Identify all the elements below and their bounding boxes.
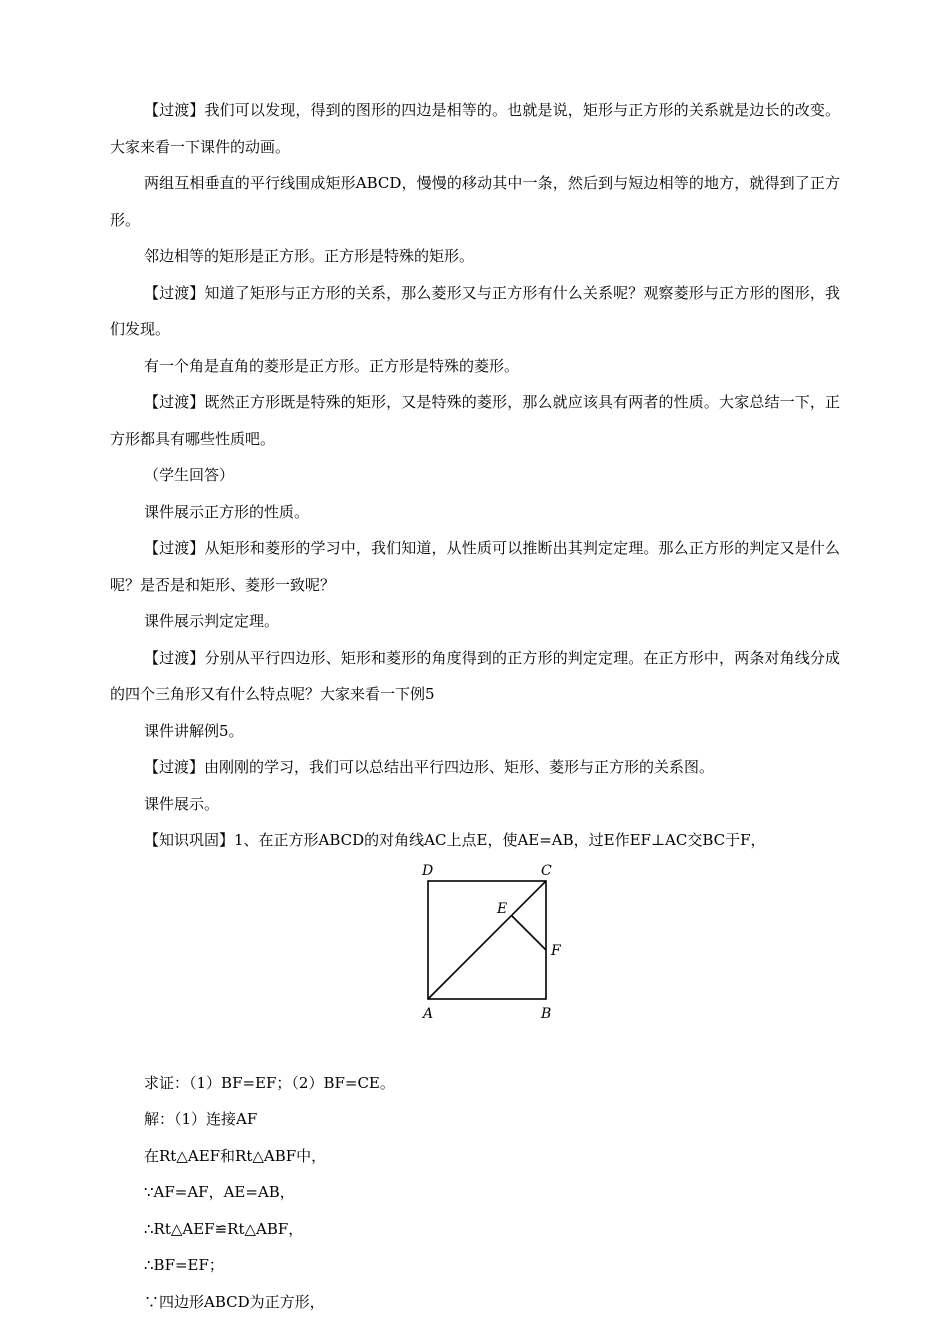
paragraph: 【过渡】我们可以发现，得到的图形的四边是相等的。也就是说，矩形与正方形的关系就是边长的改变。大家来看一下课件的动画。 [110,101,840,156]
geometry-figure [110,863,840,1053]
paragraph: 邻边相等的矩形是正方形。正方形是特殊的矩形。 [144,247,475,265]
proof-line: 在Rt△AEF和Rt△ABF中， [144,1146,327,1165]
label-f: F [551,942,561,959]
paragraph: 课件展示正方形的性质。 [144,502,310,521]
proof-line: ∵AF=AF，AE=AB， [144,1183,295,1201]
proof-line: ∴BF=EF； [144,1256,224,1274]
label-c: C [541,862,552,879]
label-a: A [423,1005,434,1019]
paragraph: 【过渡】从矩形和菱形的学习中，我们知道，从性质可以推断出其判定定理。那么正方形的判定又是什么呢？是否是和矩形、菱形一致呢？ [110,539,840,594]
paragraph: 有一个角是直角的菱形是正方形。正方形是特殊的菱形。 [144,356,520,375]
paragraph: 【过渡】既然正方形既是特殊的矩形，又是特殊的菱形，那么就应该具有两者的性质。大家总结一下，正方形都具有哪些性质吧。 [110,393,840,448]
square-diagram [410,863,570,1019]
document-page [110,92,840,1320]
diagonal-ac [428,881,546,999]
paragraph: 两组互相垂直的平行线围成矩形ABCD，慢慢的移动其中一条，然后到与短边相等的地方，就得到了正方形。 [110,174,840,229]
paragraph: （学生回答） [144,466,235,484]
exercise-paragraph: 【知识巩固】1、在正方形ABCD的对角线AC上点E，使AE=AB，过E作EF⊥AC交BC于F， [144,831,766,849]
label-e: E [497,900,508,917]
paragraph: 【过渡】由刚刚的学习，我们可以总结出平行四边形、矩形、菱形与正方形的关系图。 [144,758,715,776]
proof-line: ∵四边形ABCD为正方形， [144,1292,325,1311]
label-d: D [422,862,434,879]
paragraph: 课件展示。 [144,794,220,813]
paragraph: 【过渡】知道了矩形与正方形的关系，那么菱形又与正方形有什么关系呢？观察菱形与正方形的图形，我们发现。 [110,283,840,338]
paragraph: 课件展示判定定理。 [144,612,280,630]
proof-line: 解：（1）连接AF [144,1110,258,1128]
segment-ef [512,915,547,950]
proof-line: 求证：（1）BF=EF；（2）BF=CE。 [144,1073,395,1092]
proof-line: ∴Rt△AEF≌Rt△ABF， [144,1219,304,1238]
paragraph: 课件讲解例5。 [144,721,244,740]
label-b: B [541,1005,552,1019]
paragraph: 【过渡】分别从平行四边形、矩形和菱形的角度得到的正方形的判定定理。在正方形中，两条对角线分成的四个三角形又有什么特点呢？大家来看一下例5 [110,648,840,703]
